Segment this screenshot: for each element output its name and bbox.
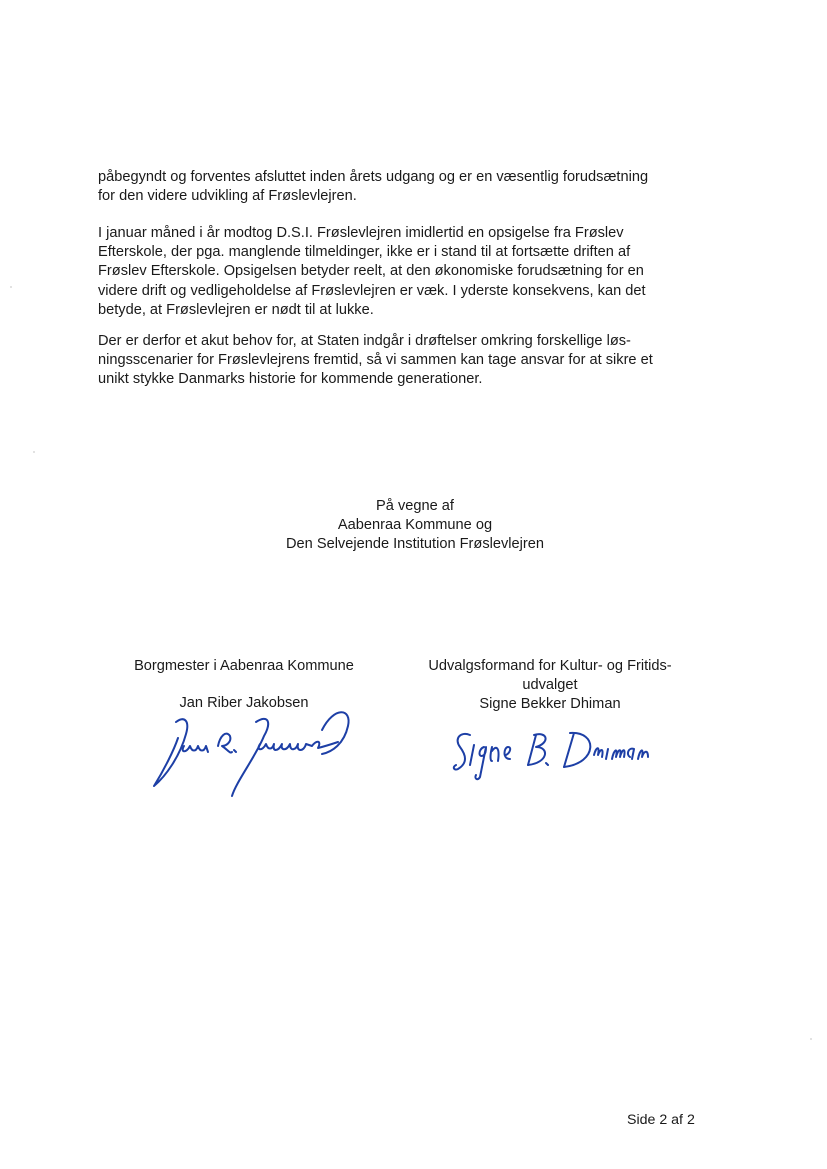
page-number: Side 2 af 2 xyxy=(627,1112,695,1128)
signatory-name: Signe Bekker Dhiman xyxy=(479,696,621,712)
text-line: videre drift og vedligeholdelse af Frøslevlejren er væk. I yderste konsekvens, kan det xyxy=(98,282,646,299)
signatory-title: Borgmester i Aabenraa Kommune xyxy=(134,658,354,674)
signatory-name: Jan Riber Jakobsen xyxy=(179,695,309,711)
on-behalf-organization: Den Selvejende Institution Frøslevlejren xyxy=(286,536,544,552)
signatory-title-continued: udvalget xyxy=(522,677,578,693)
paragraph-termination-notice xyxy=(98,224,738,320)
text-line: Der er derfor et akut behov for, at Staten indgår i drøftelser omkring forskellige løs- xyxy=(98,333,631,349)
paragraph-request xyxy=(98,332,738,390)
signatory-title: Udvalgsformand for Kultur- og Fritids- xyxy=(428,658,672,674)
text-line: I januar måned i år modtog D.S.I. Frøslevlejren imidlertid en opsigelse fra Frøslev xyxy=(98,225,624,241)
on-behalf-block xyxy=(200,497,630,554)
text-line: Frøslev Efterskole. Opsigelsen betyder reelt, at den økonomiske forudsætning for en xyxy=(98,263,644,280)
text-line: unikt stykke Danmarks historie for kommende generationer. xyxy=(98,371,483,388)
text-line: betyde, at Frøslevlejren er nødt til at lukke. xyxy=(98,301,374,318)
scan-artifact xyxy=(10,286,12,288)
signatory-right xyxy=(405,657,695,714)
text-line: Efterskole, der pga. manglende tilmeldinger, ikke er i stand til at fortsætte driften af xyxy=(98,244,631,261)
paragraph-continuation xyxy=(98,168,738,206)
scan-artifact xyxy=(810,1038,812,1040)
on-behalf-organization: Aabenraa Kommune og xyxy=(337,517,493,533)
text-line: påbegyndt og forventes afsluttet inden årets udgang og er en væsentlig forudsætning xyxy=(98,169,649,185)
handwritten-signature-right xyxy=(448,725,658,785)
text-line: for den videre udvikling af Frøslevlejren. xyxy=(98,188,357,205)
on-behalf-label: På vegne af xyxy=(376,498,454,514)
text-line: ningsscenarier for Frøslevlejrens fremtid, så vi sammen kan tage ansvar for at sikre et xyxy=(98,352,653,369)
handwritten-signature-left xyxy=(146,700,361,800)
scan-artifact xyxy=(33,451,35,453)
